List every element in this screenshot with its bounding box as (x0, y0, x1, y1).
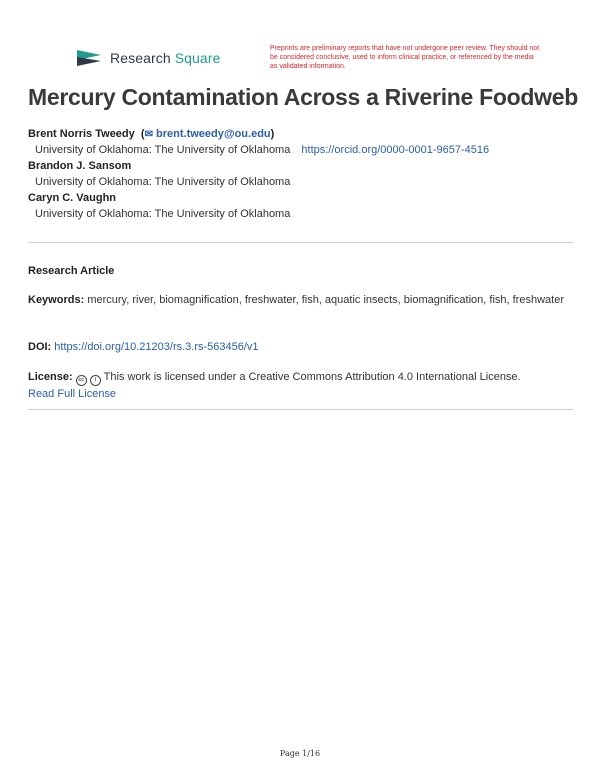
author-3-affiliation: University of Oklahoma: The University of Oklahoma (35, 208, 291, 220)
by-icon: i (90, 375, 101, 386)
read-full-license-link[interactable]: Read Full License (28, 388, 117, 400)
author-list (28, 127, 573, 223)
preprint-disclaimer: Preprints are preliminary reports that have not undergone peer review. They should not be considered conclusive, used to inform clinical practice, or referenced by the media as validated information. (270, 45, 540, 70)
research-square-logo-icon (75, 48, 103, 68)
divider-2 (28, 409, 573, 410)
article-type: Research Article (28, 265, 115, 277)
author-3-name: Caryn C. Vaughn (28, 192, 117, 204)
keywords (28, 292, 573, 308)
license-text: This work is licensed under a Creative Commons Attribution 4.0 International License. (103, 371, 521, 383)
keywords-text: mercury, river, biomagnification, freshwater, fish, aquatic insects, biomagnification, fish, freshwater (87, 294, 564, 306)
author-1-name: Brent Norris Tweedy (28, 128, 135, 140)
license (28, 369, 573, 402)
brand-name: Research Square (110, 50, 221, 66)
research-square-logo[interactable] (75, 48, 220, 68)
page-number: Page 1/16 (279, 749, 321, 758)
email-icon: ✉ (144, 129, 153, 140)
author-1-affiliation-line (35, 142, 573, 159)
author-2-name: Brandon J. Sansom (28, 160, 132, 172)
paper-title: Mercury Contamination Across a Riverine Foodweb (28, 84, 578, 110)
license-label: License: (28, 371, 73, 383)
keywords-label: Keywords: (28, 294, 85, 306)
author-2-affiliation: University of Oklahoma: The University of Oklahoma (35, 176, 291, 188)
cc-icon: cc (76, 375, 87, 386)
doi-label: DOI: (28, 341, 52, 353)
author-1-affiliation: University of Oklahoma: The University of Oklahoma (35, 144, 291, 156)
doi-link[interactable]: https://doi.org/10.21203/rs.3.rs-563456/v1 (54, 341, 259, 353)
doi (28, 339, 573, 355)
author-1-orcid-link[interactable]: https://orcid.org/0000-0001-9657-4516 (301, 144, 490, 156)
author-1-email[interactable]: brent.tweedy@ou.edu (156, 128, 271, 140)
divider (28, 242, 573, 243)
author-1: Brent Norris Tweedy (✉ brent.tweedy@ou.edu) (28, 128, 275, 140)
